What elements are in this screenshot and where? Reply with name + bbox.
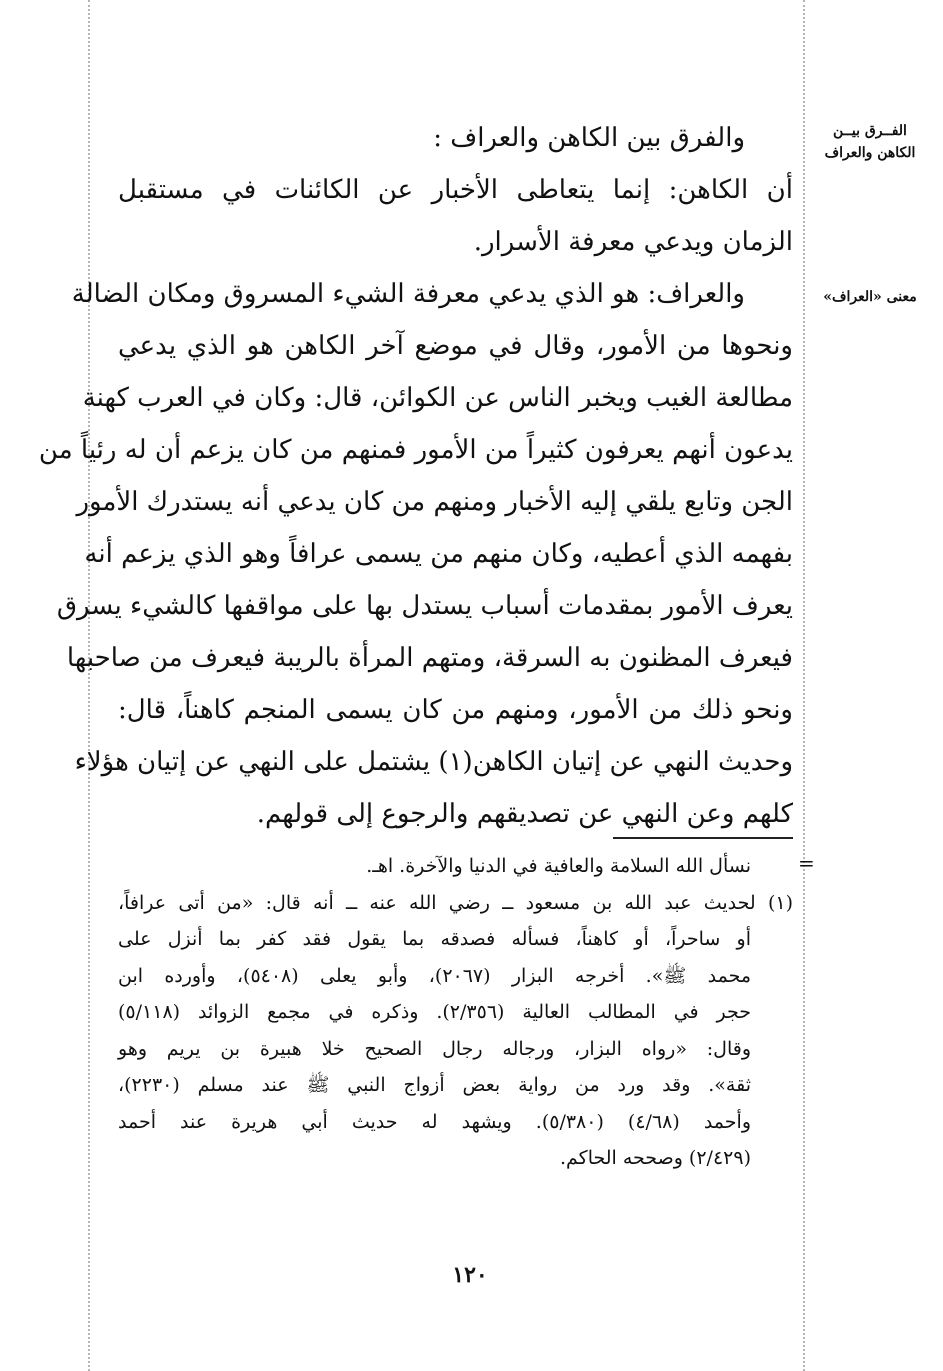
- text-line: الجن وتابع يلقي إليه الأخبار ومنهم من كان يدعي أنه يستدرك الأمور: [76, 487, 793, 517]
- side-note-line: معنى «العراف»: [823, 289, 917, 305]
- page-number: ١٢٠: [452, 1262, 488, 1288]
- footnote-line: وقال: «رواه البزار، ورجاله رجال الصحيح خلا هبيرة بن يريم وهو: [118, 1037, 751, 1060]
- text-line: والعراف: هو الذي يدعي معرفة الشيء المسروق ومكان الضالة: [71, 279, 745, 309]
- footnote-line: (١) لحديث عبد الله بن مسعود ــ رضي الله عنه ــ أنه قال: «من أتى عرافاً،: [118, 891, 793, 914]
- footnote-line: (٢/٤٢٩) وصححه الحاكم.: [559, 1147, 751, 1169]
- footnote-line: حجر في المطالب العالية (٢/٣٥٦). وذكره في مجمع الزوائد (٥/١١٨): [118, 1001, 752, 1023]
- side-note-line: الكاهن والعراف: [824, 145, 916, 161]
- main-text: [38, 112, 793, 840]
- text-line: فيعرف المظنون به السرقة، ومتهم المرأة بالريبة فيعرف من صاحبها: [66, 643, 793, 673]
- footnote-divider: [613, 837, 793, 839]
- text-line: مطالعة الغيب ويخبر الناس عن الكوائن، قال: وكان في العرب كهنة: [82, 383, 793, 413]
- text-line: كلهم وعن النهي عن تصديقهم والرجوع إلى قولهم.: [256, 799, 793, 829]
- text-line: أن الكاهن: إنما يتعاطى الأخبار عن الكائنات في مستقبل: [118, 175, 793, 205]
- text-line: يدعون أنهم يعرفون كثيراً من الأمور فمنهم من كان يزعم أن له رئياً من: [38, 435, 793, 465]
- section-heading: والفرق بين الكاهن والعراف :: [433, 123, 745, 153]
- margin-guide-right: [803, 0, 805, 1371]
- margin-guide-left: [88, 0, 90, 1371]
- text-line: ونحو ذلك من الأمور، ومنهم من كان يسمى المنجم كاهناً، قال:: [118, 695, 793, 725]
- text-line: بفهمه الذي أعطيه، وكان منهم من يسمى عرافاً وهو الذي يزعم أنه: [84, 539, 793, 569]
- side-note-line: الفــرق بيــن: [833, 123, 907, 139]
- side-note-difference: [800, 120, 940, 164]
- text-line: الزمان ويدعي معرفة الأسرار.: [473, 227, 793, 257]
- side-note-arraf-meaning: [800, 286, 940, 308]
- footnotes: [118, 848, 793, 1177]
- footnote-continuation-mark: =: [798, 851, 815, 875]
- footnote-line: وأحمد (٤/٦٨) (٥/٣٨٠). ويشهد له حديث أبي هريرة عند أحمد: [118, 1110, 751, 1133]
- text-line: ونحوها من الأمور، وقال في موضع آخر الكاهن هو الذي يدعي: [118, 331, 793, 361]
- footnote-line: محمد ﷺ». أخرجه البزار (٢٠٦٧)، وأبو يعلى (٥٤٠٨)، وأورده ابن: [118, 964, 752, 987]
- text-line: يعرف الأمور بمقدمات أسباب يستدل بها على مواقفها كالشيء يسرق: [56, 591, 793, 621]
- text-line: وحديث النهي عن إتيان الكاهن(١) يشتمل على النهي عن إتيان هؤلاء: [74, 747, 793, 777]
- footnote-line: نسأل الله السلامة والعافية في الدنيا والآخرة. اهـ.: [366, 855, 751, 877]
- footnote-line: أو ساحراً، أو كاهناً، فسأله فصدقه بما يقول فقد كفر بما أنزل على: [118, 928, 751, 950]
- footnote-line: ثقة». وقد ورد من رواية بعض أزواج النبي ﷺ عند مسلم (٢٢٣٠)،: [118, 1074, 751, 1096]
